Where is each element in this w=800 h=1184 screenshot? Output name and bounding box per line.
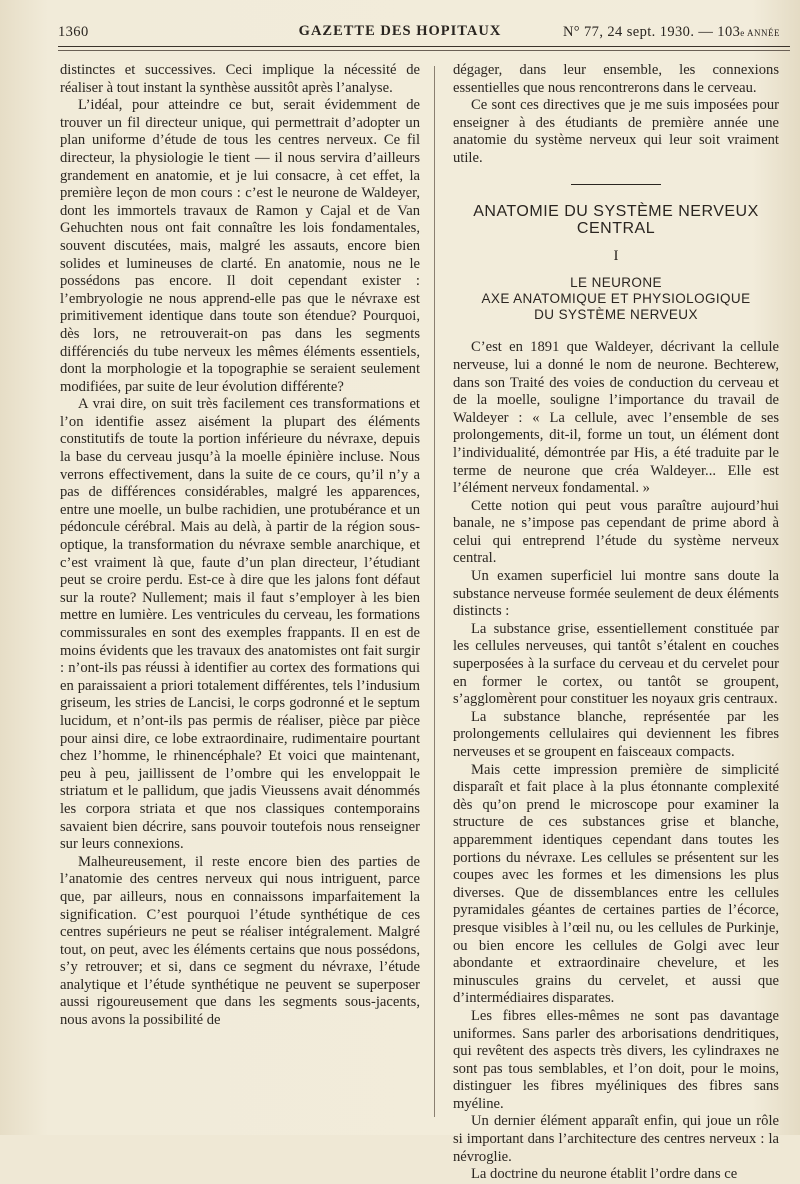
section-title: ANATOMIE DU SYSTÈME NERVEUX CENTRAL xyxy=(473,202,759,238)
paragraph: Un dernier élément apparaît enfin, qui joue un rôle si important dans l’architecture des centres nerveux : la névroglie. xyxy=(453,1113,779,1165)
page-number: 1360 xyxy=(58,24,89,40)
paragraph: Ce sont ces directives que je me suis imposées pour enseigner à des étudiants de première année une anatomie du système nerveux qui leur soit vraiment utile. xyxy=(453,97,779,166)
issue-suffix: e ANNÉE xyxy=(740,28,780,38)
subtitle-line: LE NEURONE xyxy=(570,275,662,291)
header-rule-thin xyxy=(58,50,790,51)
subtitle-line: DU SYSTÈME NERVEUX xyxy=(534,307,698,323)
column-divider xyxy=(434,66,435,1117)
subtitle-line: AXE ANATOMIQUE ET PHYSIOLOGIQUE xyxy=(481,291,751,307)
section-separator xyxy=(571,184,661,185)
paragraph: Malheureusement, il reste encore bien des parties de l’anatomie des centres nerveux qui nous intriguent, parce que, par ailleurs, nous en connaissons imparfaitement la signification. C’est pourquoi l’étude synthétique de ces centres supérieurs ne peut se réaliser intégralement. Malgré tout, on peut, avec les éléments certains que nous possédons, s’y retrouver; et si, dans ce segment du névraxe, l’étude analytique et l’étude synthétique ne peuvent se superposer aussi rigoureusement que dans les segments sous-jacents, nous avons la possibilité de xyxy=(60,853,420,1029)
paragraph: Mais cette impression première de simplicité disparaît et fait place à la plus étonnante complexité dès qu’on prend le microscope pour examiner la structure de ces substances grise et blanche, apparemment identiques cependant dans toutes les portions du névraxe. Les cellules se présentent sur les coupes avec les formes et les dimensions les plus diverses. Que de dissemblances entre les cellules pyramidales géantes de certaines parties de l’écorce, presque visibles à l’œil nu, ou les cellules de Purkinje, ou bien encore les cellules de Golgi avec leur abondante et extraordinaire chevelure, et les minuscules grains du cervelet, et aussi que d’intermédiaires disparates. xyxy=(453,761,779,1007)
paragraph: L’idéal, pour atteindre ce but, serait évidemment de trouver un fil directeur unique, qui permettrait d’adopter un plan uniforme d’étude de tous les centres nerveux. Ce fil directeur, la physiologie le tient — il nous servira d’ailleurs grandement en anatomie, et je lui consacre, à cet effet, la première leçon de mon cours : c’est le neurone de Waldeyer, dont les immortels travaux de Ramon y Cajal et de Van Gehuchten nous ont fait connaître les lois fondamentales, souvent discutées, mais, malgré les assauts, encore bien solides et lumineuses de clarté. En anatomie, nous ne le possédons pas encore. Il doit cependant exister : l’embryologie ne nous apprend-elle pas que le névraxe est primitivement identique dans toute son étendue? Pourquoi, dès lors, ne retrouverait-on pas dans les segments différenciés du tube nerveux les mêmes éléments essentiels, dont la morphologie et la topographie se seraient seulement modifiées, par suite de leur évolution différente? xyxy=(60,97,420,395)
paragraph: dégager, dans leur ensemble, les connexions essentielles que nous rencontrerons dans le cerveau. xyxy=(453,62,779,96)
section-number: I xyxy=(613,247,619,264)
left-column xyxy=(60,62,420,1125)
paragraph: Les fibres elles-mêmes ne sont pas davantage uniformes. Sans parler des arborisations dendritiques, qui revêtent des aspects très divers, les cylindraxes ne sont pas tous semblables, et l’on doit, pour le moins, distinguer les fibres myéliniques des fibres sans myéline. xyxy=(453,1007,779,1112)
header-rule xyxy=(58,46,790,47)
paragraph: distinctes et successives. Ceci implique la nécessité de réaliser à tout instant la synthèse aussitôt après l’analyse. xyxy=(60,62,420,96)
paragraph: Un examen superficiel lui montre sans doute la substance nerveuse formée seulement de deux éléments distincts : xyxy=(453,568,779,620)
right-column xyxy=(453,62,779,1183)
issue-date: N° 77, 24 sept. 1930. — 103 xyxy=(562,24,741,40)
paragraph: La substance blanche, représentée par les prolongements cellulaires qui deviennent les fibres nerveuses et se groupent en faisceaux compacts. xyxy=(453,708,779,760)
paragraph: La substance grise, essentiellement constituée par les cellules nerveuses, qui tantôt s’étalent en couches superposées à la surface du cerveau et du cervelet pour en former le cortex, ou tantôt se groupent, s’agglomèrent pour constituer les noyaux gris centraux. xyxy=(453,620,779,708)
paragraph: Cette notion qui peut vous paraître aujourd’hui banale, ne s’impose pas cependant de prime abord à celui qui entreprend l’étude du système nerveux central. xyxy=(453,497,779,567)
paragraph: La doctrine du neurone établit l’ordre dans ce xyxy=(471,1166,738,1183)
paragraph: C’est en 1891 que Waldeyer, décrivant la cellule nerveuse, lui a donné le nom de neurone. Bechterew, dans son Traité des voies de conduction du cerveau et de la moelle, souligne l’importance du travail de Waldeyer : « La cellule, avec l’ensemble de ses prolongements, dit-il, forme un tout, un élément dont l’individualité, démontrée par His, a été traduite par le terme de neurone que créa Waldeyer... Elle est l’élément nerveux fondamental. » xyxy=(453,339,779,497)
section-subtitle xyxy=(453,275,779,323)
journal-title: GAZETTE DES HOPITAUX xyxy=(298,23,502,39)
paragraph: A vrai dire, on suit très facilement ces transformations et l’on identifie assez aisément la plupart des éléments constitutifs de toute la portion inférieure du névraxe, depuis la base du cerveau jusqu’à la moelle épinière incluse. Nous verrons effectivement, dans la suite de ce cours, qu’il n’y a pas de différences considérables, malgré les apparences, entre une moelle, un bulbe rachidien, une protubérance et un pédoncule cérébral. Mais au delà, à partir de la région sous-optique, la transformation du névraxe semble anarchique, et c’est vraiment là que, faute d’un plan directeur, l’étudiant peut se croire perdu. Est-ce à dire que les jalons font défaut sur la route? Nullement; mais il faut s’employer à les bien mettre en lumière. Les ventricules du cerveau, les formations commissurales en sont des exemples frappants. Il en est de moins évidents que les travaux des anatomistes ont fait surgir : n’ont-ils pas réussi à identifier au cortex des formations qui en paraissaient a priori totalement différentes, tels l’indusium griseum, les stries de Lancisi, le corps godronné et le septum lucidum, et n’ont-ils pas permis de réaliser, pièce par pièce pour ainsi dire, ce lobe extraordinaire, rudimentaire pourtant chez l’homme, le rhinencéphale? Et voici que maintenant, peu à peu, jaillissent de l’ombre qui les enveloppait le striatum et le pallidum, que jadis Vieussens avait dénommés les corpora striata et que nos classiques contemporains savaient bien décrire, sans pouvoir toutefois nous renseigner sur leurs connexions. xyxy=(60,396,420,853)
issue-info xyxy=(563,24,780,41)
page-header xyxy=(30,20,780,42)
